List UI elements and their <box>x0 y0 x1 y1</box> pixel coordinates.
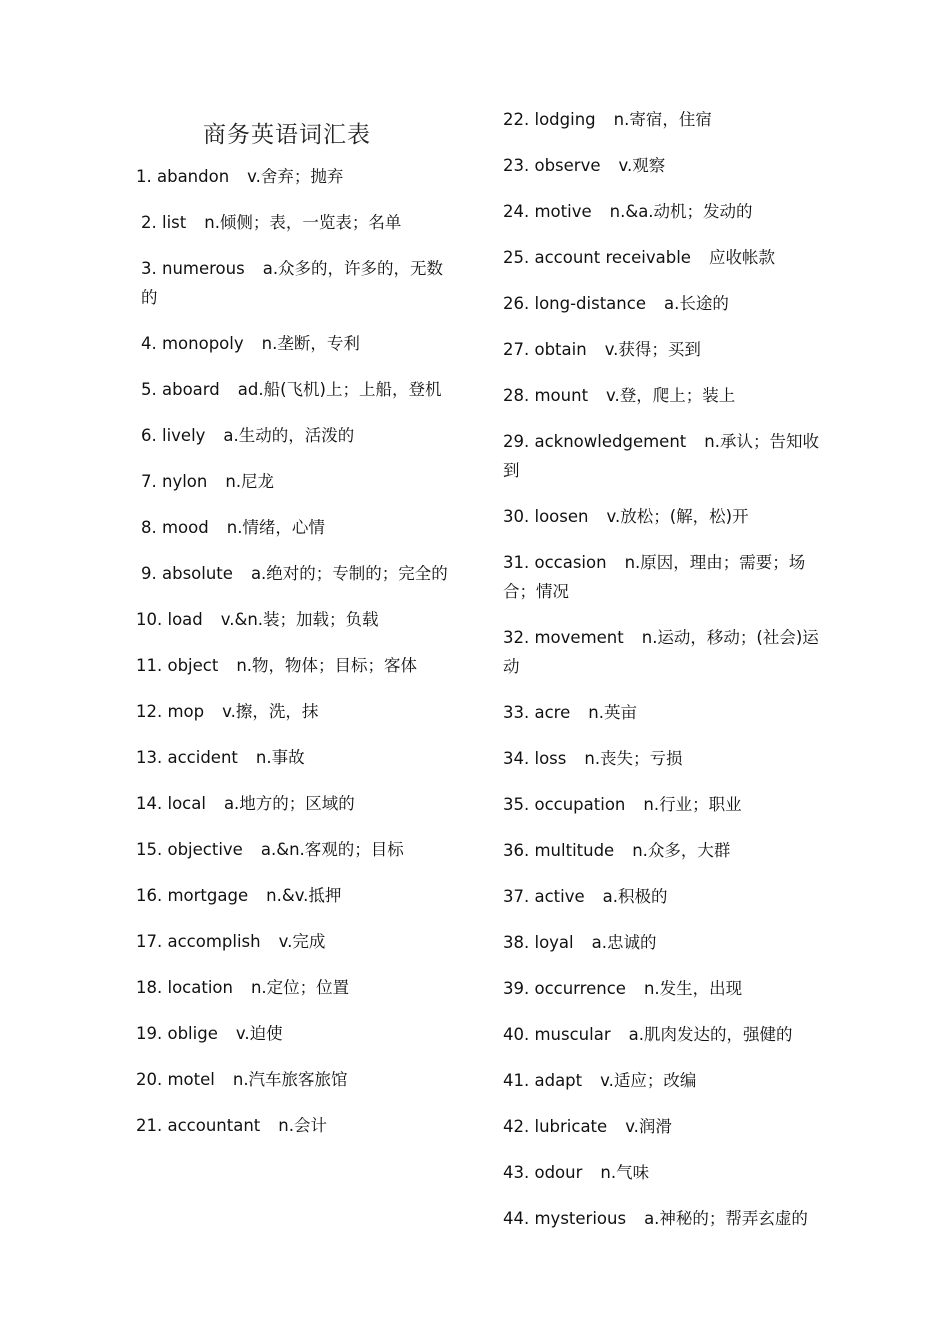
vocab-word: 5. aboard <box>141 380 220 399</box>
vocab-word: 40. muscular <box>503 1025 611 1044</box>
vocab-word: 41. adapt <box>503 1071 583 1090</box>
vocab-definition: a.忠诚的 <box>591 933 657 952</box>
vocab-definition: v.登，爬上；装上 <box>606 386 736 405</box>
vocab-entry <box>136 835 454 864</box>
vocab-word: 10. load <box>136 610 203 629</box>
vocab-word: 21. accountant <box>136 1116 261 1135</box>
vocab-definition: a.长途的 <box>663 294 729 313</box>
vocab-definition: v.完成 <box>278 932 326 951</box>
vocab-entry <box>136 254 454 312</box>
vocab-word: 11. object <box>136 656 219 675</box>
vocab-definition: v.润滑 <box>625 1117 672 1136</box>
vocab-word: 33. acre <box>503 703 571 722</box>
vocab-word: 26. long-distance <box>503 294 646 313</box>
vocab-definition: n.定位；位置 <box>250 978 350 997</box>
vocab-word: 31. occasion <box>503 553 607 572</box>
vocab-entry <box>503 502 821 531</box>
vocab-definition: a.肌肉发达的，强健的 <box>628 1025 793 1044</box>
vocab-definition: ad.船(飞机)上；上船，登机 <box>237 380 442 399</box>
vocab-word: 29. acknowledgement <box>503 432 687 451</box>
vocab-entry <box>503 197 821 226</box>
vocab-word: 6. lively <box>141 426 206 445</box>
vocab-word: 36. multitude <box>503 841 615 860</box>
vocab-definition: a.众多的，许多的，无数的 <box>141 259 444 307</box>
vocab-definition: n.倾侧；表，一览表；名单 <box>204 213 402 232</box>
vocab-word: 13. accident <box>136 748 238 767</box>
vocab-definition: n.英亩 <box>588 703 637 722</box>
vocab-word: 30. loosen <box>503 507 589 526</box>
vocab-word: 14. local <box>136 794 206 813</box>
vocab-entry <box>503 1020 821 1049</box>
vocab-entry <box>136 743 454 772</box>
vocab-definition: n.物，物体；目标；客体 <box>236 656 418 675</box>
vocab-word: 15. objective <box>136 840 243 859</box>
vocab-word: 7. nylon <box>141 472 208 491</box>
vocab-word: 43. odour <box>503 1163 583 1182</box>
vocab-definition: n.垄断，专利 <box>261 334 360 353</box>
vocab-definition: n.&v.抵押 <box>266 886 342 905</box>
vocab-entry <box>136 329 454 358</box>
vocab-word: 42. lubricate <box>503 1117 608 1136</box>
vocab-definition: n.承认；告知收到 <box>503 432 819 480</box>
vocab-entry <box>136 651 454 680</box>
vocab-definition: v.擦，洗，抹 <box>222 702 319 721</box>
vocab-definition: n.&a.动机；发动的 <box>609 202 753 221</box>
vocab-word: 18. location <box>136 978 233 997</box>
vocab-definition: n.事故 <box>255 748 305 767</box>
vocab-entry <box>136 513 454 542</box>
vocab-word: 37. active <box>503 887 585 906</box>
left-column <box>136 162 454 1157</box>
vocab-entry <box>503 623 821 681</box>
vocab-definition: a.地方的；区域的 <box>223 794 355 813</box>
vocab-definition: n.发生，出现 <box>643 979 743 998</box>
vocab-word: 22. lodging <box>503 110 596 129</box>
vocab-word: 12. mop <box>136 702 205 721</box>
vocab-entry <box>136 1065 454 1094</box>
vocab-word: 28. mount <box>503 386 589 405</box>
vocab-definition: v.观察 <box>618 156 666 175</box>
vocab-word: 9. absolute <box>141 564 233 583</box>
page-title: 商务英语词汇表 <box>203 122 371 148</box>
vocab-entry <box>503 698 821 727</box>
vocab-definition: a.神秘的；帮弄玄虚的 <box>644 1209 808 1228</box>
vocab-entry <box>503 243 821 272</box>
vocab-definition: n.气味 <box>600 1163 650 1182</box>
vocab-entry <box>503 928 821 957</box>
vocab-entry <box>136 881 454 910</box>
vocab-word: 27. obtain <box>503 340 587 359</box>
vocab-definition: n.运动，移动；(社会)运动 <box>503 628 819 676</box>
right-column <box>503 105 821 1250</box>
vocab-word: 34. loss <box>503 749 567 768</box>
vocab-word: 19. oblige <box>136 1024 218 1043</box>
vocab-definition: n.会计 <box>278 1116 327 1135</box>
vocab-entry <box>503 744 821 773</box>
vocab-entry <box>136 927 454 956</box>
vocab-entry <box>503 1066 821 1095</box>
vocab-definition: a.积极的 <box>602 887 668 906</box>
vocab-definition: v.迫使 <box>235 1024 283 1043</box>
vocab-word: 35. occupation <box>503 795 626 814</box>
vocab-entry <box>136 162 454 191</box>
vocab-definition: n.情绪，心情 <box>226 518 325 537</box>
vocab-entry <box>136 789 454 818</box>
vocab-entry <box>503 974 821 1003</box>
vocab-definition: a.&n.客观的；目标 <box>260 840 404 859</box>
vocab-entry <box>503 882 821 911</box>
vocab-definition: n.原因，理由；需要；场合；情况 <box>503 553 806 601</box>
vocab-word: 1. abandon <box>136 167 230 186</box>
vocab-entry <box>503 1204 821 1233</box>
vocab-definition: v.适应；改编 <box>600 1071 697 1090</box>
vocab-entry <box>503 105 821 134</box>
vocab-definition: v.&n.装；加载；负载 <box>220 610 379 629</box>
vocab-word: 24. motive <box>503 202 592 221</box>
vocab-definition: n.寄宿，住宿 <box>613 110 712 129</box>
vocab-entry <box>503 1158 821 1187</box>
vocab-entry <box>136 421 454 450</box>
vocab-word: 4. monopoly <box>141 334 244 353</box>
vocab-entry <box>136 1111 454 1140</box>
vocab-entry <box>136 375 454 404</box>
vocab-entry <box>136 208 454 237</box>
vocab-definition: n.众多，大群 <box>632 841 731 860</box>
vocab-definition: n.尼龙 <box>225 472 275 491</box>
vocab-word: 20. motel <box>136 1070 215 1089</box>
vocab-entry <box>503 548 821 606</box>
vocab-entry <box>503 335 821 364</box>
vocab-entry <box>136 559 454 588</box>
vocab-entry <box>136 467 454 496</box>
vocab-entry <box>136 605 454 634</box>
vocab-definition: n.行业；职业 <box>643 795 742 814</box>
vocab-definition: v.放松；(解，松)开 <box>606 507 749 526</box>
vocab-word: 2. list <box>141 213 187 232</box>
vocab-definition: v.舍弃；抛弃 <box>247 167 344 186</box>
vocab-word: 38. loyal <box>503 933 574 952</box>
vocab-entry <box>503 427 821 485</box>
vocab-entry <box>136 697 454 726</box>
vocab-word: 44. mysterious <box>503 1209 627 1228</box>
vocab-word: 25. account receivable <box>503 248 691 267</box>
vocab-word: 23. observe <box>503 156 601 175</box>
vocab-entry <box>503 381 821 410</box>
vocab-definition: n.汽车旅客旅馆 <box>232 1070 348 1089</box>
vocab-definition: a.绝对的；专制的；完全的 <box>250 564 448 583</box>
vocab-definition: v.获得；买到 <box>604 340 701 359</box>
vocab-entry <box>136 1019 454 1048</box>
vocab-word: 39. occurrence <box>503 979 626 998</box>
vocab-entry <box>136 973 454 1002</box>
vocab-entry <box>503 289 821 318</box>
vocab-entry <box>503 836 821 865</box>
vocab-word: 32. movement <box>503 628 624 647</box>
vocab-definition: a.生动的，活泼的 <box>223 426 355 445</box>
vocab-word: 16. mortgage <box>136 886 249 905</box>
vocab-entry <box>503 1112 821 1141</box>
vocab-word: 8. mood <box>141 518 209 537</box>
vocab-entry <box>503 151 821 180</box>
vocab-definition: 应收帐款 <box>708 248 775 267</box>
vocab-word: 17. accomplish <box>136 932 261 951</box>
vocab-word: 3. numerous <box>141 259 245 278</box>
vocab-entry <box>503 790 821 819</box>
vocab-definition: n.丧失；亏损 <box>584 749 683 768</box>
